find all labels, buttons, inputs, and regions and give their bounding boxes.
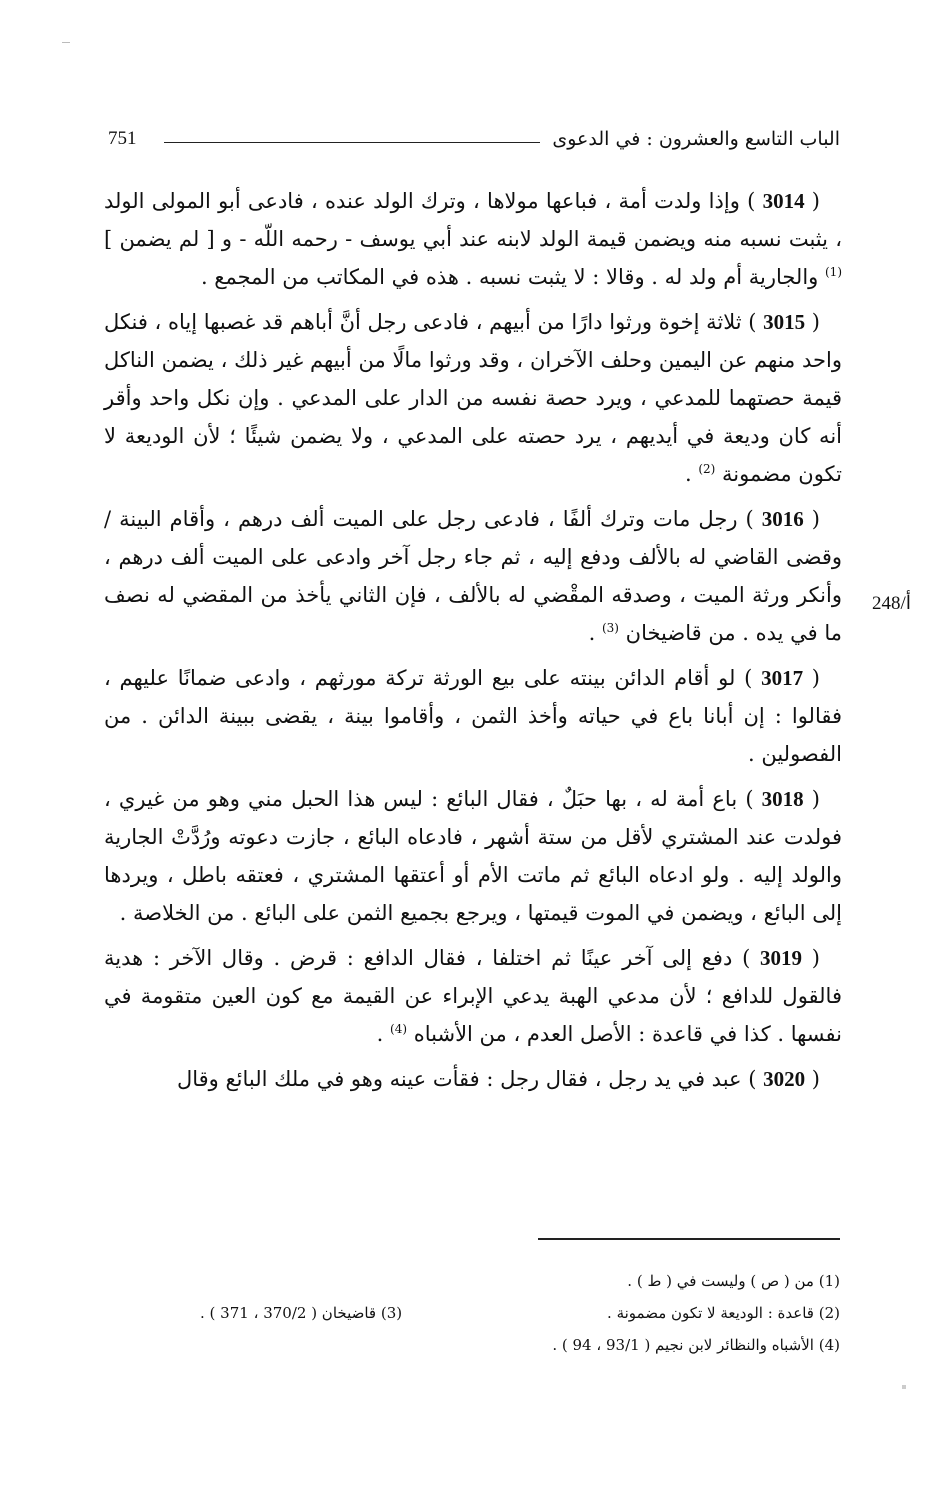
footnote-row — [200, 1329, 840, 1361]
paragraph-number: 3019 — [760, 946, 803, 970]
header-rule — [164, 142, 540, 143]
paragraph-text-cont: والجارية أم ولد له . وقالا : لا يثبت نسبه . هذه في المكاتب من المجمع . — [200, 265, 819, 289]
footnote-ref: (4) — [390, 1022, 408, 1036]
paragraph-number: 3018 — [761, 787, 804, 811]
paragraph-3014: ( 3014 ) وإذا ولدت أمة ، فباعها مولاها ، وترك الولد عنده ، فادعى أبو المولى الولد ، يثبت نسبه منه ويضمن قيمة الولد لابنه عند أبي يوسف - رحمه اللّه - و [ لم يضمن ] $^{(1)}$ والجارية أم ولد له . وقالا : لا يثبت نسبه . هذه في المكاتب من المجمع . — [104, 189, 843, 289]
paragraph-number: 3015 — [763, 310, 806, 334]
footnote-ref: (3) — [601, 621, 619, 635]
paragraph-text: لو أقام الدائن بينته على بيع الورثة تركة مورثهم ، وادعى ضمانًا عليهم ، فقالوا : إن أبانا باع في حياته وأخذ الثمن ، وأقاموا بينة ، يقضى ببينة الدائن . من الفصولين . — [104, 666, 842, 766]
chapter-title: الباب التاسع والعشرون : في الدعوى — [552, 128, 840, 150]
footnote-4: (4) الأشباه والنظائر لابن نجيم ( 93/1 ، 94 ) . — [552, 1336, 840, 1354]
paragraph-number: 3017 — [761, 666, 804, 690]
footnote-ref: (2) — [698, 462, 716, 476]
main-text — [104, 182, 842, 1105]
paragraph-3015: ( 3015 ) ثلاثة إخوة ورثوا دارًا من أبيهم ، فادعى رجل أنَّ أباهم قد غصبها إياه ، فنكل واحد منهم عن اليمين وحلف الآخران ، وقد ورثوا مالًا من أبيهم غير ذلك ، يضمن الناكل قيمة حصتهما للمدعي ، ويرد حصة نفسه من الدار على المدعي . وإن نكل واحد وأقر أنه كان وديعة في أيديهم ، يرد حصته على المدعي ، ولا يضمن شيئًا ؛ لأن الوديعة لا تكون مضمونة $^{(2)}$ . — [104, 310, 842, 486]
footnote-row — [200, 1265, 840, 1297]
paragraph-text: دفع إلى آخر عينًا ثم اختلفا ، فقال الدافع : قرض . وقال الآخر : هدية فالقول للدافع ؛ لأن مدعي الهبة يدعي الإبراء عن القيمة مع كون العين متقومة في نفسها . كذا في قاعدة : الأصل العدم ، من الأشباه — [104, 946, 842, 1046]
paragraph-text: وإذا ولدت أمة ، فباعها مولاها ، وترك الولد عنده ، فادعى أبو المولى الولد ، يثبت نسبه منه ويضمن قيمة الولد لابنه عند أبي يوسف - رحمه اللّه - و [ لم يضمن ] — [104, 189, 843, 251]
paragraph-3017: ( 3017 ) لو أقام الدائن بينته على بيع الورثة تركة مورثهم ، وادعى ضمانًا عليهم ، فقالوا : إن أبانا باع في حياته وأخذ الثمن ، وأقاموا بينة ، يقضى ببينة الدائن . من الفصولين . — [104, 666, 842, 766]
paragraph-text: عبد في يد رجل ، فقال رجل : فقأت عينه وهو في ملك البائع وقال — [176, 1067, 742, 1091]
scan-mark — [62, 42, 70, 43]
footnote-2: (2) قاعدة : الوديعة لا تكون مضمونة . — [607, 1304, 840, 1322]
footnote-3: (3) قاضيخان ( 370/2 ، 371 ) . — [200, 1304, 403, 1322]
manuscript-folio-note: 248/أ — [872, 593, 912, 614]
footnote-separator — [538, 1238, 840, 1240]
footnote-1: (1) من ( ص ) وليست في ( ط ) . — [627, 1272, 840, 1290]
scan-mark — [902, 1385, 906, 1389]
footnotes — [200, 1265, 840, 1361]
paragraph-text: رجل مات وترك ألفًا ، فادعى رجل على الميت ألف درهم ، وأقام البينة / وقضى القاضي له بالألف ودفع إليه ، ثم جاء رجل آخر وادعى على الميت ألف درهم ، وأنكر ورثة الميت ، وصدقه المقْضي له بالألف ، فإن الثاني يأخذ من المقضي له نصف ما في يده . من قاضيخان — [104, 507, 842, 645]
paragraph-3019: ( 3019 ) دفع إلى آخر عينًا ثم اختلفا ، فقال الدافع : قرض . وقال الآخر : هدية فالقول للدافع ؛ لأن مدعي الهبة يدعي الإبراء عن القيمة مع كون العين متقومة في نفسها . كذا في قاعدة : الأصل العدم ، من الأشباه $^{(4)}$ . — [104, 946, 842, 1046]
footnote-row — [200, 1297, 840, 1329]
page-number: 751 — [108, 128, 137, 149]
footnote-ref: (1) — [824, 265, 842, 279]
paragraph-3018: ( 3018 ) باع أمة له ، بها حبَلٌ ، فقال البائع : ليس هذا الحبل مني وهو من غيري ، فولدت عند المشتري لأقل من ستة أشهر ، فادعاه البائع ، جازت دعوته ورُدَّتْ الجارية والولد إليه . ولو ادعاه البائع ثم ماتت الأم أو أعتقها المشتري ، فعتقه باطل ، ويردها إلى البائع ، ويضمن في الموت قيمتها ، ويرجع بجميع الثمن على البائع . من الخلاصة . — [104, 787, 842, 925]
paragraph-text: باع أمة له ، بها حبَلٌ ، فقال البائع : ليس هذا الحبل مني وهو من غيري ، فولدت عند المشتري لأقل من ستة أشهر ، فادعاه البائع ، جازت دعوته ورُدَّتْ الجارية والولد إليه . ولو ادعاه البائع ثم ماتت الأم أو أعتقها المشتري ، فعتقه باطل ، ويردها إلى البائع ، ويضمن في الموت قيمتها ، ويرجع بجميع الثمن على البائع . من الخلاصة . — [104, 787, 842, 925]
paragraph-number: 3014 — [762, 189, 805, 213]
paragraph-text-cont: . — [376, 1022, 384, 1046]
paragraph-text: ثلاثة إخوة ورثوا دارًا من أبيهم ، فادعى رجل أنَّ أباهم قد غصبها إياه ، فنكل واحد منهم عن اليمين وحلف الآخران ، وقد ورثوا مالًا من أبيهم غير ذلك ، يضمن الناكل قيمة حصتهما للمدعي ، ويرد حصة نفسه من الدار على المدعي . وإن نكل واحد وأقر أنه كان وديعة في أيديهم ، يرد حصته على المدعي ، ولا يضمن شيئًا ؛ لأن الوديعة لا تكون مضمونة — [104, 310, 842, 486]
paragraph-3016: ( 3016 ) رجل مات وترك ألفًا ، فادعى رجل على الميت ألف درهم ، وأقام البينة / وقضى القاضي له بالألف ودفع إليه ، ثم جاء رجل آخر وادعى على الميت ألف درهم ، وأنكر ورثة الميت ، وصدقه المقْضي له بالألف ، فإن الثاني يأخذ من المقضي له نصف ما في يده . من قاضيخان $^{(3)}$ . — [104, 507, 842, 645]
paragraph-number: 3016 — [761, 507, 804, 531]
paragraph-3020: ( 3020 ) عبد في يد رجل ، فقال رجل : فقأت عينه وهو في ملك البائع وقال — [176, 1067, 820, 1091]
paragraph-text-cont: . — [588, 621, 596, 645]
paragraph-text-cont: . — [684, 462, 692, 486]
paragraph-number: 3020 — [763, 1067, 806, 1091]
running-header — [108, 128, 840, 160]
